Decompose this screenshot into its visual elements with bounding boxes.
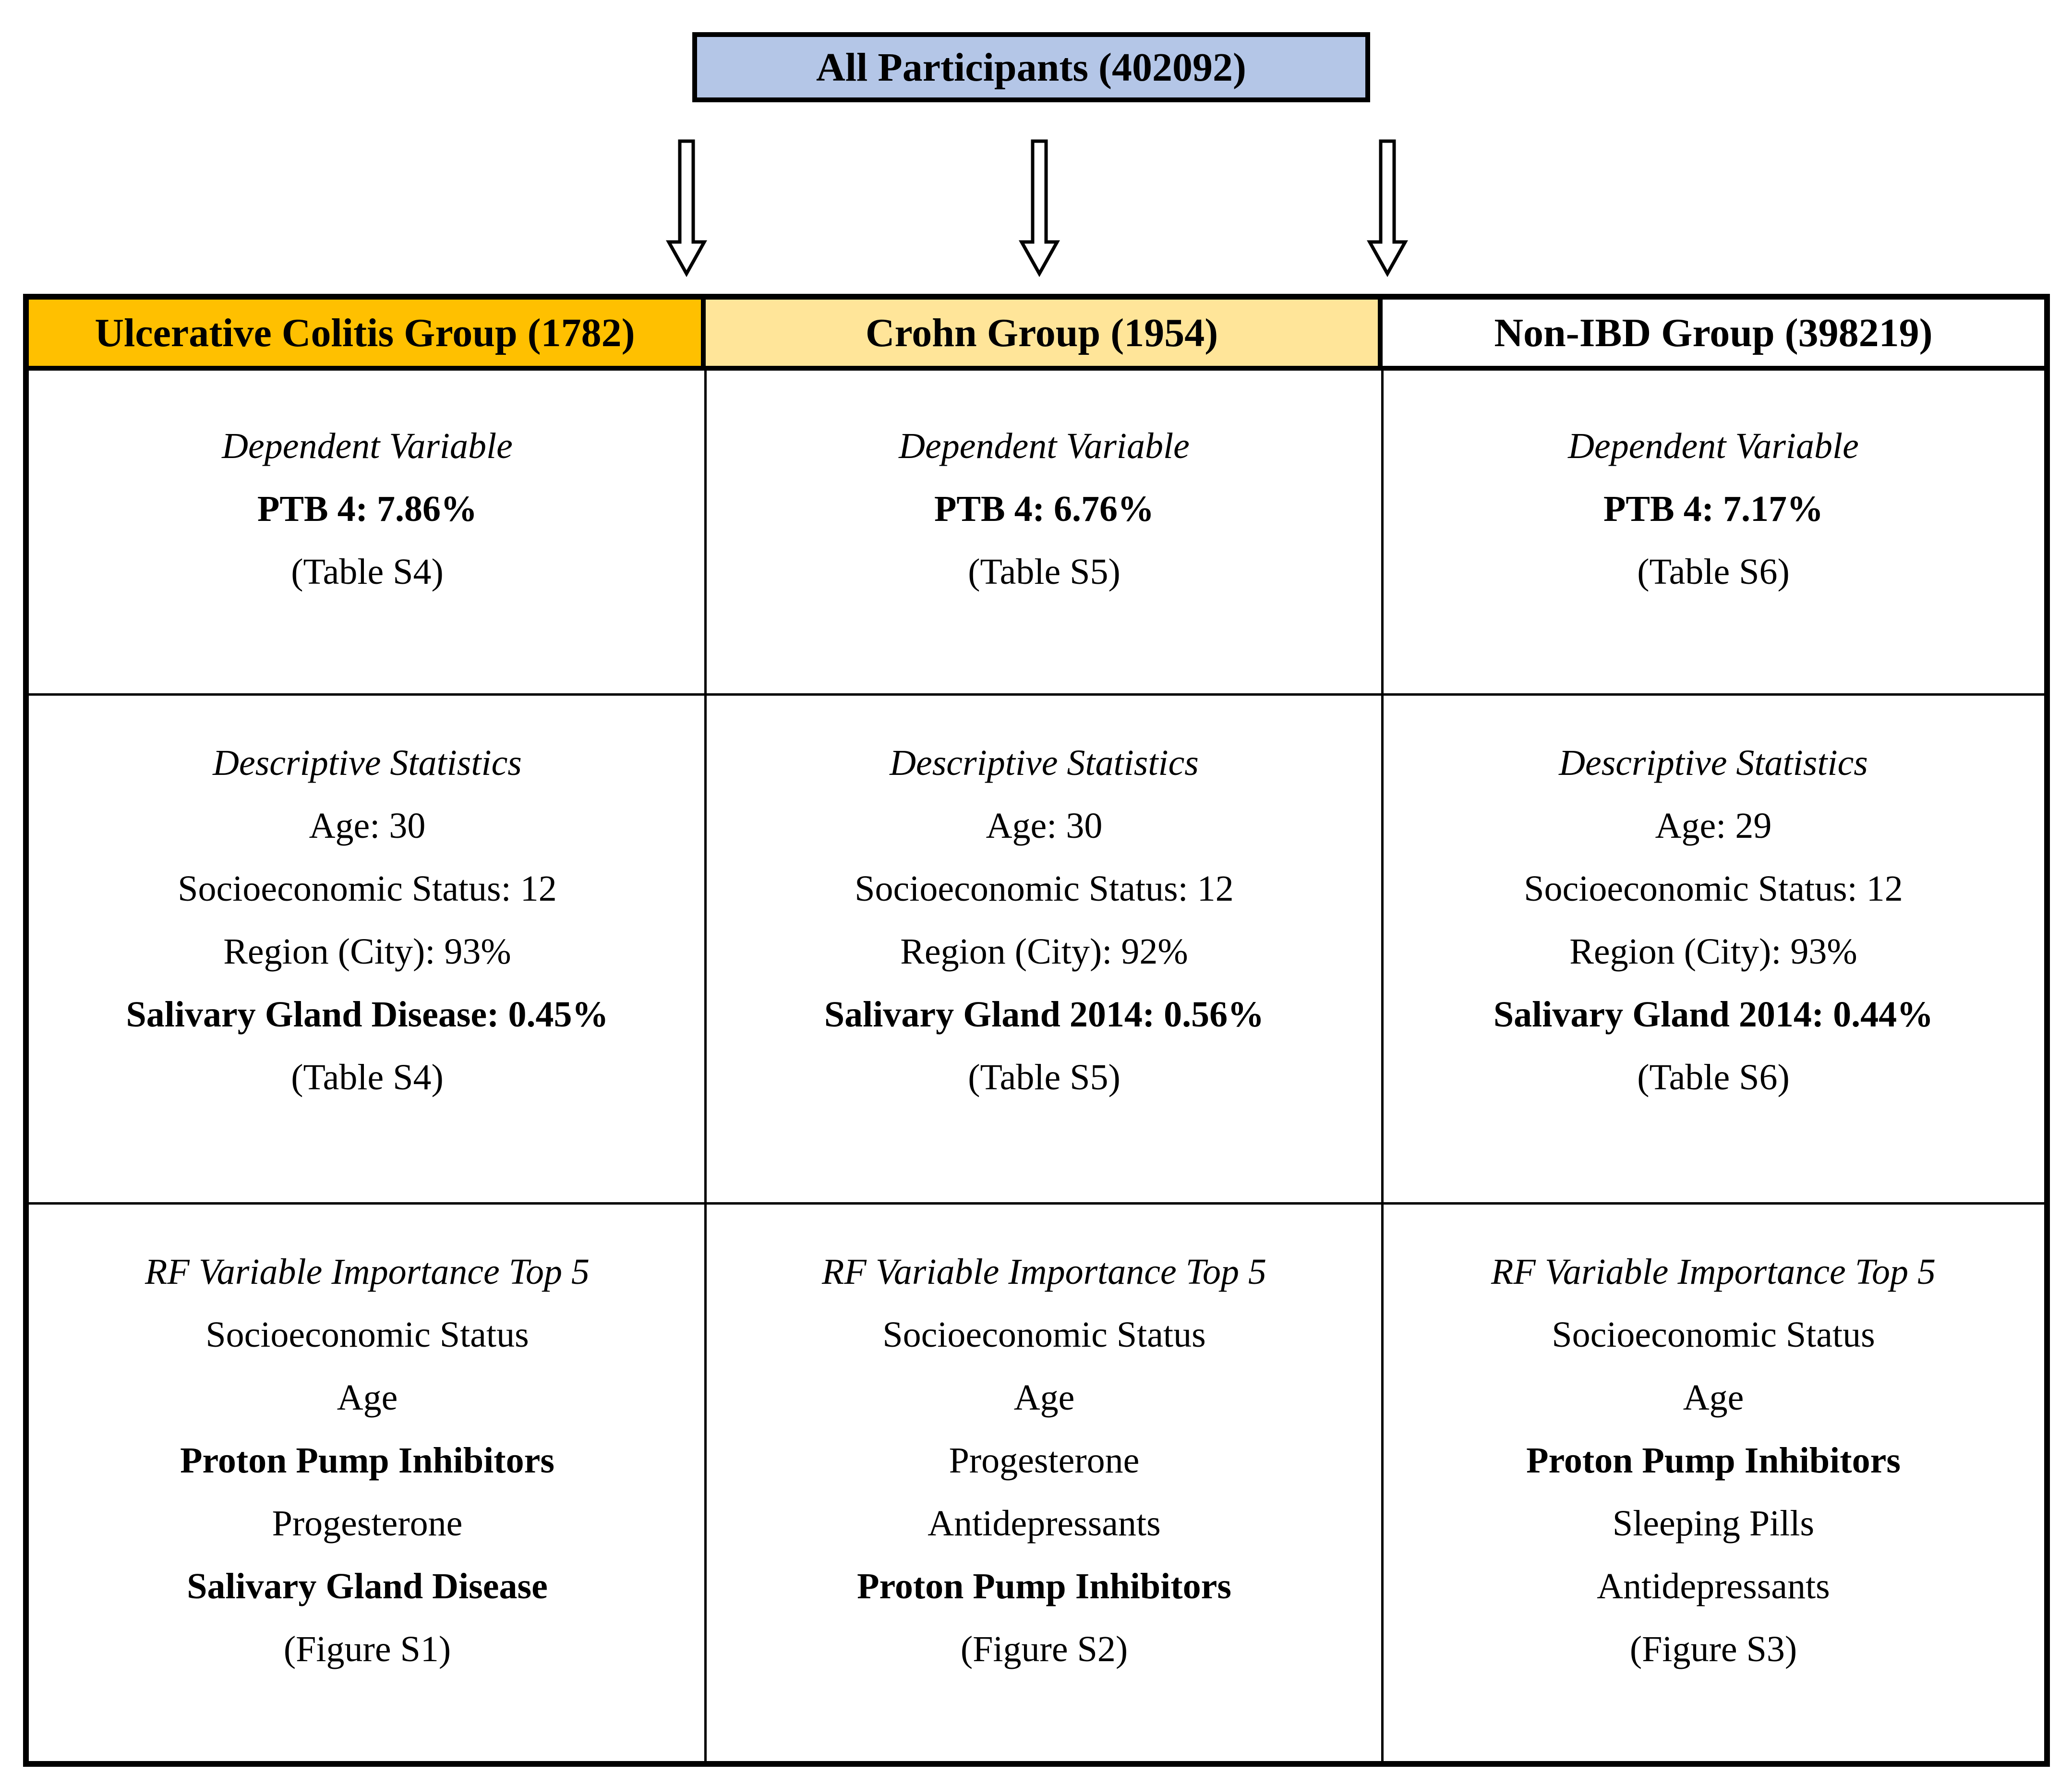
rf-item: Sleeping Pills [1612, 1503, 1815, 1544]
cell-title: Descriptive Statistics [213, 743, 522, 783]
region-stat: Region (City): 93% [1569, 931, 1857, 972]
ptb-value: PTB 4: 7.17% [1603, 489, 1824, 529]
rf-item: Age [337, 1377, 398, 1418]
ses-stat: Socioeconomic Status: 12 [178, 869, 557, 909]
dependent-cell-non-ibd [1383, 415, 2044, 684]
figure-reference: (Figure S3) [1629, 1629, 1797, 1669]
rf-item: Proton Pump Inhibitors [857, 1566, 1231, 1606]
rf-item: Age [1683, 1377, 1744, 1418]
dependent-cell-uc [29, 415, 706, 684]
cell-title: RF Variable Importance Top 5 [1491, 1252, 1936, 1292]
age-stat: Age: 29 [1655, 806, 1772, 846]
row-divider [29, 693, 2044, 696]
all-participants-box: All Participants (402092) [692, 32, 1370, 102]
arrow-down-icon [1018, 138, 1061, 278]
header-crohn: Crohn Group (1954) [706, 300, 1383, 371]
header-ulcerative-colitis: Ulcerative Colitis Group (1782) [29, 300, 706, 371]
arrow-down-icon [665, 138, 708, 278]
salivary-stat: Salivary Gland 2014: 0.44% [1493, 994, 1934, 1035]
figure-reference: (Figure S1) [283, 1629, 451, 1669]
rf-item: Antidepressants [1597, 1566, 1830, 1606]
rf-cell-crohn [706, 1241, 1383, 1750]
rf-cell-non-ibd [1383, 1241, 2044, 1750]
table-reference: (Table S4) [291, 1057, 444, 1098]
rf-item: Proton Pump Inhibitors [180, 1440, 554, 1481]
rf-item: Socioeconomic Status [1552, 1315, 1875, 1355]
rf-item: Progesterone [949, 1440, 1140, 1481]
ptb-value: PTB 4: 7.86% [257, 489, 478, 529]
table-reference: (Table S6) [1637, 1057, 1790, 1098]
descriptive-cell-non-ibd [1383, 732, 2044, 1193]
rf-item: Progesterone [272, 1503, 463, 1544]
rf-cell-uc [29, 1241, 706, 1750]
cell-title: RF Variable Importance Top 5 [145, 1252, 590, 1292]
cell-title: Descriptive Statistics [890, 743, 1199, 783]
rf-item: Age [1013, 1377, 1075, 1418]
table-reference: (Table S6) [1637, 552, 1790, 592]
group-table [23, 294, 2050, 1767]
dependent-cell-crohn [706, 415, 1383, 684]
age-stat: Age: 30 [309, 806, 426, 846]
cell-title: RF Variable Importance Top 5 [821, 1252, 1267, 1292]
table-reference: (Table S4) [291, 552, 444, 592]
region-stat: Region (City): 92% [900, 931, 1188, 972]
ses-stat: Socioeconomic Status: 12 [855, 869, 1234, 909]
cell-title: Dependent Variable [1568, 426, 1859, 466]
rf-item: Proton Pump Inhibitors [1526, 1440, 1901, 1481]
rf-item: Socioeconomic Status [205, 1315, 529, 1355]
ptb-value: PTB 4: 6.76% [934, 489, 1155, 529]
cell-title: Dependent Variable [899, 426, 1190, 466]
rf-item: Antidepressants [928, 1503, 1161, 1544]
descriptive-cell-crohn [706, 732, 1383, 1193]
table-reference: (Table S5) [968, 1057, 1120, 1098]
rf-item: Salivary Gland Disease [187, 1566, 548, 1606]
salivary-stat: Salivary Gland Disease: 0.45% [126, 994, 609, 1035]
cell-title: Descriptive Statistics [1559, 743, 1868, 783]
rf-item: Socioeconomic Status [882, 1315, 1206, 1355]
header-non-ibd: Non-IBD Group (398219) [1383, 300, 2044, 371]
arrow-down-icon [1366, 138, 1409, 278]
region-stat: Region (City): 93% [223, 931, 511, 972]
descriptive-cell-uc [29, 732, 706, 1193]
table-reference: (Table S5) [968, 552, 1120, 592]
age-stat: Age: 30 [986, 806, 1103, 846]
row-divider [29, 1202, 2044, 1205]
ses-stat: Socioeconomic Status: 12 [1524, 869, 1903, 909]
figure-reference: (Figure S2) [960, 1629, 1128, 1669]
cell-title: Dependent Variable [222, 426, 513, 466]
salivary-stat: Salivary Gland 2014: 0.56% [824, 994, 1265, 1035]
